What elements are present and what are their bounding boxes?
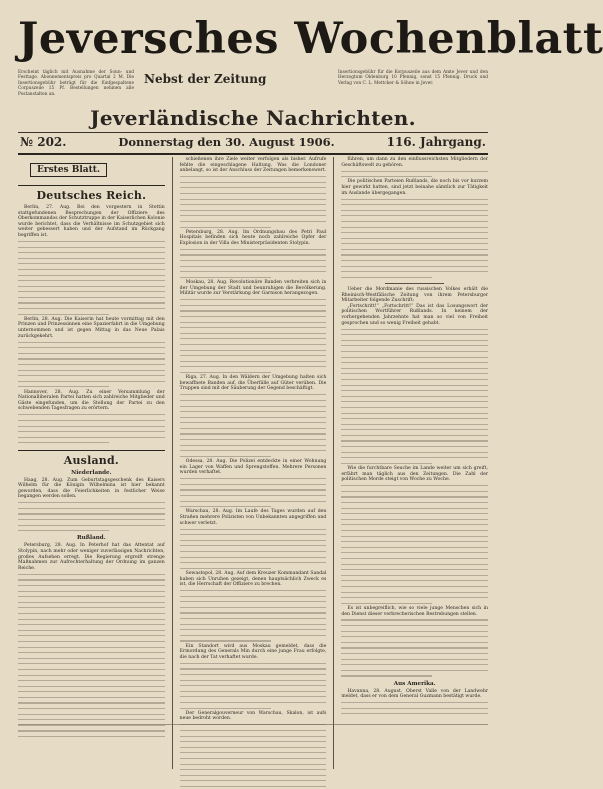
text-lines [180,660,327,710]
text-lines [341,326,488,466]
article-text: Berlin, 28. Aug. Die Kaiserin hat heute vormittag mit den Prinzen und Prinzessinnen eine Spazierfahrt in die Umgebung unternommen und ist gegen Mittag in das Neue Palais zurückgekehrt. [18,316,165,339]
text-lines [180,174,327,230]
article-text: Ein Standort wird aus Moskau gemeldet, dass die Ermordung des Generals Min durch eine junge Frau erfolgte, die nach der Tat verhaftet wurde. [179,643,327,660]
article-text: Petersburg, 28. Aug. Im Ordnungsbau des Petri Paul Hospitals befinden sich heute noch zahlreiche Opfer der Explosion in der Villa des Ministerpräsidenten Stolypin. [179,229,327,246]
article-text: Die politischen Parteien Rußlands, die noch bis vor kurzem hier gewirkt hatten, sind jetzt beinahe sämtlich zur Tätigkeit im Auslande übergegangen. [341,179,489,196]
header-center [134,70,338,86]
text-lines [341,483,488,606]
article-text: Odessa, 28. Aug. Die Polizei entdeckte in einer Wohnung ein Lager von Waffen und Sprengstoffen. Mehrere Personen wurden verhaftet. [179,459,327,476]
page-bottom-edge [18,724,488,729]
text-lines [180,588,327,644]
text-lines [341,617,488,679]
text-lines [341,196,488,280]
text-lines [180,526,327,571]
nebst-der-zeitung: Nebst der Zeitung [144,72,267,86]
article-text: führen, um dann zu den einflussreichsten Mitgliedern der Geschäftswelt zu gehören. [341,157,489,168]
article-text: Ueber die Mordmanie des russischen Volkes erhält die Rheinisch-Westfälische Zeitung von ihrem Petersburger Mitarbeiter folgende Zuschrift: [341,287,489,304]
article-text: Berlin, 27. Aug. Bei den vorgestern in Stettin stattgefundenen Besprechungen der Offiziere des Oberkommandos der Schutztruppe in der Kaiserlichen Kolonie wurde berichtet, dass die Verhältnisse im Schutzgebiet sich weiter gebessert haben und der Aufstand im Rückgang begriffen ist. [18,205,165,238]
column-2 [180,157,327,769]
text-lines [180,247,327,281]
article-text: Moskau, 28. Aug. Revolutionäre Banden verbreiten sich in der Umgebung der Stadt und beunruhigen die Bevölkerung. Militär wurde zur Verstärkung der Garnison herangezogen. [179,280,327,297]
article-text: Havanna, 28. August. Oberst Valle von der Landwehr meldet, dass er von dem General Guzmann bestätigt wurde. [341,688,489,700]
article-text: „Fortschritt!“ „Fortschritt!“ Das ist das Losungswort der politischen Wortführer Rußlands. In keinem der vorhergehenden Jahrzehnte hat man so viel von Freiheit gesprochen und so wenig Freiheit gehabt. [341,303,489,326]
article-text: Der Generalgouverneur von Warschau, Skalon, ist aufs neue bedroht worden. [179,710,327,722]
article-text: Hannover, 28. Aug. Zu einer Versammlung der Nationalliberalen Partei hatten sich zahlreiche Mitglieder und Gäste eingefunden, um die Stellung der Partei zu den schwebenden Tagesfragen zu erörtern. [18,389,165,412]
section-deutsches-reich: Deutsches Reich. [36,189,147,202]
text-lines [180,392,327,459]
text-lines [180,297,327,375]
issue-date: Donnerstag den 30. August 1906. [118,135,335,149]
erstes-blatt-box: Erstes Blatt. [30,163,107,177]
article-text: schießenen ihre Ziele weiter verfolgen als bisher. Aufrufe fehlte die eingeschlagene Haltung. Was die Londoner anbelangt, so ist der Anschluss der Zeitungen bemerkenswert. [179,157,327,174]
divider [385,283,444,284]
article-text: Petersburg, 28. Aug. In Peterhof hat das Attentat auf Stolypin, nach mehr oder weniger zuverlässigen Nachrichten, großes Aufsehen erregt. Die Regierung ergreift strenge Maßnahmen zur Aufrechterhaltung der Ordnung im ganzen Reiche. [18,543,165,571]
issue-volume: 116. Jahrgang. [386,135,486,149]
subsection-aus-amerika: Aus Amerika. [393,680,436,687]
text-lines [18,412,165,446]
header-left-note: Erscheint täglich mit Ausnahme der Sonn- und Festtage. Abonnementspreis pro Quartal 2 M. Die Insertionsgebühr beträgt für die fünfgespaltene Corpuszeile 15 Pf. Bestellungen nehmen alle Postanstalten an. [18,70,134,97]
article-text: Sewastopol, 28. Aug. Auf dem Kreuzer Kommandant Sandal haben sich Unruhen gezeigt, denen hauptsächlich Zweck es ist, die Herrschaft der Offiziere zu brechen. [179,570,327,588]
text-lines [180,722,327,789]
text-lines [18,571,165,739]
column-separator [333,157,334,769]
subtitle: Jeverländische Nachrichten. [90,106,416,130]
article-text: Riga, 27. Aug. In den Wäldern der Umgebung halten sich bewaffnete Banden auf, die Überfälle auf Güter verüben. Die Truppen sind mit der Säuberung der Gegend beschäftigt. [179,375,327,392]
header-right-note: Insertionsgebühr für die Korpuszeile aus dem Amte Jever und den Herzogtum Oldenburg 10 Pfennig, sonst 15 Pfennig. Druck und Verlag von C. L. Mettcker & Söhne in Jever. [338,70,488,86]
issue-row [18,133,488,151]
masthead-title: Jeversches Wochenblatt [18,14,603,64]
text-lines [18,500,165,534]
text-lines [180,476,327,510]
subsection-russland: Rußland. [77,535,106,542]
column-3 [341,157,488,769]
article-text: Es ist unbegreiflich, wie so viele junge Menschen sich in den Dienst dieser verbrecherischen Bestrebungen stellen. [341,605,489,617]
article-text: Haag, 28. Aug. Zum Geburtstagsgeschenk des Kaisers Wilhelm für die Königin Wilhelmina ist hier bekannt geworden, dass die Feierlichkeiten in festlicher Weise begangen werden sollen. [18,477,165,500]
column-separator [172,157,173,769]
section-rule [18,450,165,451]
article-text: Wie die furchtbare Seuche im Lande weiter um sich greift, erfährt man täglich aus den Zeitungen. Die Zahl der politischen Morde steigt von Woche zu Woche. [341,466,489,483]
subsection-niederlande: Niederlande. [71,469,112,476]
text-lines [18,339,165,389]
column-1 [18,157,165,769]
article-text: Warschau, 28. Aug. Im Laufe des Tages wurden auf den Straßen mehrere Polizisten von Unbekannten angegriffen und schwer verletzt. [179,509,327,526]
text-lines [18,239,165,317]
issue-number: № 202. [20,135,67,149]
section-ausland: Ausland. [63,453,119,467]
text-lines [341,700,488,717]
issue-rule [18,153,488,155]
text-lines [341,168,488,179]
columns [18,157,488,769]
section-rule [18,185,165,186]
